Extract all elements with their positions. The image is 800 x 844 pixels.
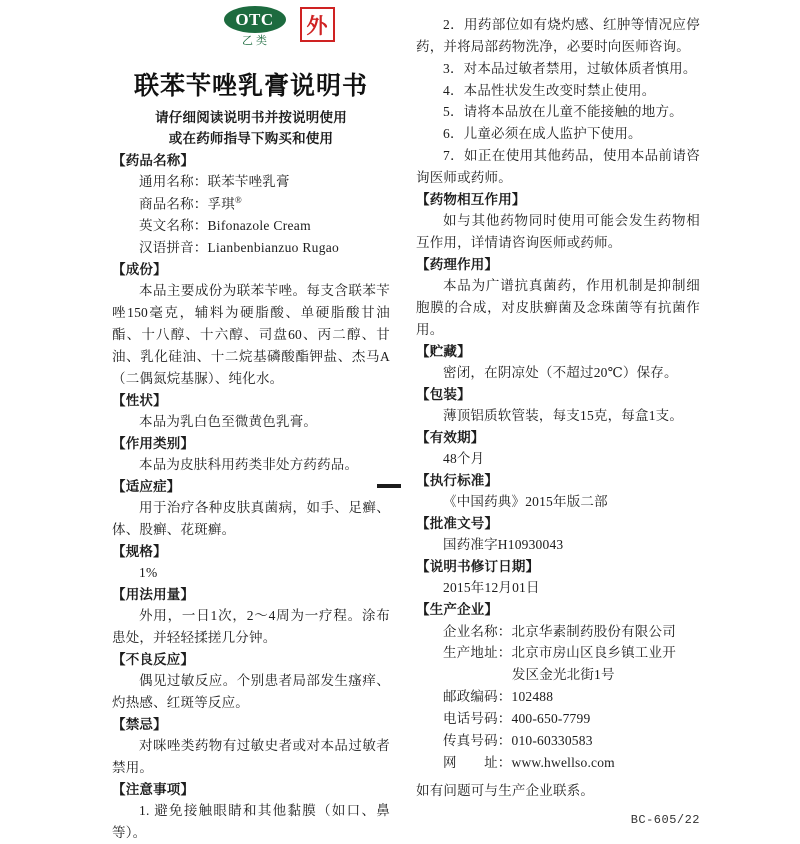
section-heading-manufacturer: 【生产企业】 — [416, 602, 499, 618]
generic-name-row — [112, 171, 390, 193]
section-heading-category: 【作用类别】 — [112, 435, 195, 451]
generic-name-value: 联苯苄唑乳膏 — [207, 174, 290, 190]
section-heading-dosage: 【用法用量】 — [112, 586, 195, 602]
page-title: 联苯苄唑乳膏说明书 — [133, 72, 368, 100]
website-row — [416, 752, 700, 774]
section-heading-shelf-life: 【有效期】 — [416, 429, 485, 445]
precaution-item-3: 3．对本品过敏者禁用，过敏体质者慎用。 — [443, 60, 697, 76]
fax-row — [416, 730, 700, 752]
phone-label: 电话号码： — [443, 711, 512, 727]
section-heading-approval-number: 【批准文号】 — [416, 516, 499, 532]
english-name-label: 英文名称： — [139, 218, 208, 234]
subtitle-line-2: 或在药师指导下购买和使用 — [168, 130, 334, 146]
precaution-item-1: 1. 避免接触眼睛和其他黏膜（如口、鼻等）。 — [112, 803, 390, 840]
fold-tick-mark — [377, 484, 401, 488]
english-name-row — [112, 215, 390, 237]
contraindications-text: 对咪唑类药物有过敏史者或对本品过敏者禁用。 — [112, 738, 390, 775]
section-heading-appearance: 【性状】 — [112, 392, 167, 408]
pinyin-value: Lianbenbianzuo Rugao — [207, 240, 340, 256]
company-name-value: 北京华素制药股份有限公司 — [511, 623, 676, 639]
section-heading-packaging: 【包装】 — [416, 386, 471, 402]
left-column — [0, 0, 400, 840]
section-heading-drug-name: 【药品名称】 — [112, 152, 195, 168]
indications-text: 用于治疗各种皮肤真菌病，如手、足癣、体、股癣、花斑癣。 — [112, 500, 390, 537]
document-code: BC-605/22 — [630, 813, 700, 828]
section-heading-precautions: 【注意事项】 — [112, 781, 195, 797]
brand-name-value: 孚琪 — [207, 196, 235, 212]
subtitle-line-1: 请仔细阅读说明书并按说明使用 — [155, 110, 347, 125]
section-heading-drug-interactions: 【药物相互作用】 — [416, 191, 526, 207]
category-text: 本品为皮肤科用药类非处方药药品。 — [139, 456, 359, 472]
precaution-item-7: 7．如正在使用其他药品，使用本品前请咨询医师或药师。 — [416, 148, 700, 186]
specification-text: 1% — [139, 565, 158, 581]
appearance-text: 本品为乳白色至微黄色乳膏。 — [139, 413, 318, 429]
otc-badge-icon: OTC — [224, 6, 286, 33]
right-column — [400, 0, 800, 828]
pinyin-label: 汉语拼音： — [139, 240, 208, 256]
precaution-item-6: 6．儿童必须在成人监护下使用。 — [443, 126, 642, 142]
revision-date-text: 2015年12月01日 — [443, 580, 540, 596]
external-use-icon: 外 — [300, 7, 335, 42]
contact-note: 如有问题可与生产企业联系。 — [416, 782, 595, 798]
section-heading-standard: 【执行标准】 — [416, 473, 499, 488]
dosage-text: 外用，一日1次，2～4周为一疗程。涂布患处，并轻轻揉搓几分钟。 — [112, 608, 390, 645]
ingredients-text: 本品主要成份为联苯苄唑。每支含联苯苄唑150毫克，辅料为硬脂酸、单硬脂酸甘油酯、十八醇、十六醇、司盘60、丙二醇、甘油、乳化硅油、十二烷基磷酸酯钾盐、杰马A（二偶氮烷基脲）、纯化水。 — [112, 283, 390, 386]
fax-value: 010-60330583 — [511, 732, 593, 748]
otc-class-label: 乙类 — [242, 35, 270, 47]
fax-label: 传真号码： — [443, 732, 512, 748]
pinyin-row — [112, 237, 390, 259]
phone-row — [416, 708, 700, 730]
brand-name-label: 商品名称： — [139, 196, 208, 212]
pharmacology-text: 本品为广谱抗真菌药，作用机制是抑制细胞膜的合成，对皮肤癣菌及念珠菌等有抗菌作用。 — [416, 278, 700, 337]
generic-name-label: 通用名称： — [139, 174, 208, 190]
logo-row — [168, 6, 390, 62]
section-heading-indications: 【适应症】 — [112, 478, 181, 494]
section-heading-ingredients: 【成份】 — [112, 262, 167, 278]
company-address-value: 北京市房山区良乡镇工业开 — [511, 645, 676, 661]
precaution-item-5: 5．请将本品放在儿童不能接触的地方。 — [443, 104, 683, 120]
drug-interactions-text: 如与其他药物同时使用可能会发生药物相互作用，详情请咨询医师或药师。 — [416, 213, 700, 250]
approval-number-text: 国药准字H10930043 — [443, 537, 564, 553]
company-address-row — [416, 642, 700, 664]
precaution-item-2: 2．用药部位如有烧灼感、红肿等情况应停药，并将局部药物洗净，必要时向医师咨询。 — [416, 17, 700, 54]
packaging-text: 薄顶铝质软管装，每支15克，每盒1支。 — [443, 408, 684, 424]
postcode-value: 102488 — [511, 689, 554, 705]
storage-text: 密闭，在阴凉处（不超过20℃）保存。 — [443, 364, 678, 380]
section-heading-storage: 【贮藏】 — [416, 343, 471, 359]
company-name-row — [416, 621, 700, 643]
section-heading-specification: 【规格】 — [112, 543, 167, 559]
precaution-item-4: 4．本品性状发生改变时禁止使用。 — [443, 82, 656, 98]
standard-text: 《中国药典》2015年版二部 — [443, 494, 608, 510]
postcode-row — [416, 686, 700, 708]
shelf-life-text: 48个月 — [443, 451, 485, 467]
company-address-label: 生产地址： — [443, 645, 512, 661]
company-address-value-continued: 发区金光北街1号 — [511, 667, 615, 683]
english-name-value: Bifonazole Cream — [207, 218, 311, 234]
website-label: 网 址： — [443, 754, 512, 770]
registered-trademark-icon: ® — [234, 194, 242, 205]
section-heading-pharmacology: 【药理作用】 — [416, 256, 499, 272]
section-heading-contraindications: 【禁忌】 — [112, 716, 167, 732]
phone-value: 400-650-7799 — [511, 711, 591, 727]
otc-logo — [224, 6, 286, 47]
postcode-label: 邮政编码： — [443, 689, 512, 705]
company-name-label: 企业名称： — [443, 623, 512, 639]
section-heading-revision-date: 【说明书修订日期】 — [416, 559, 540, 575]
website-value: www.hwellso.com — [511, 754, 615, 770]
section-heading-adverse-reactions: 【不良反应】 — [112, 651, 195, 667]
adverse-reactions-text: 偶见过敏反应。个别患者局部发生瘙痒、灼热感、红斑等反应。 — [112, 673, 390, 710]
brand-name-row — [112, 193, 390, 215]
